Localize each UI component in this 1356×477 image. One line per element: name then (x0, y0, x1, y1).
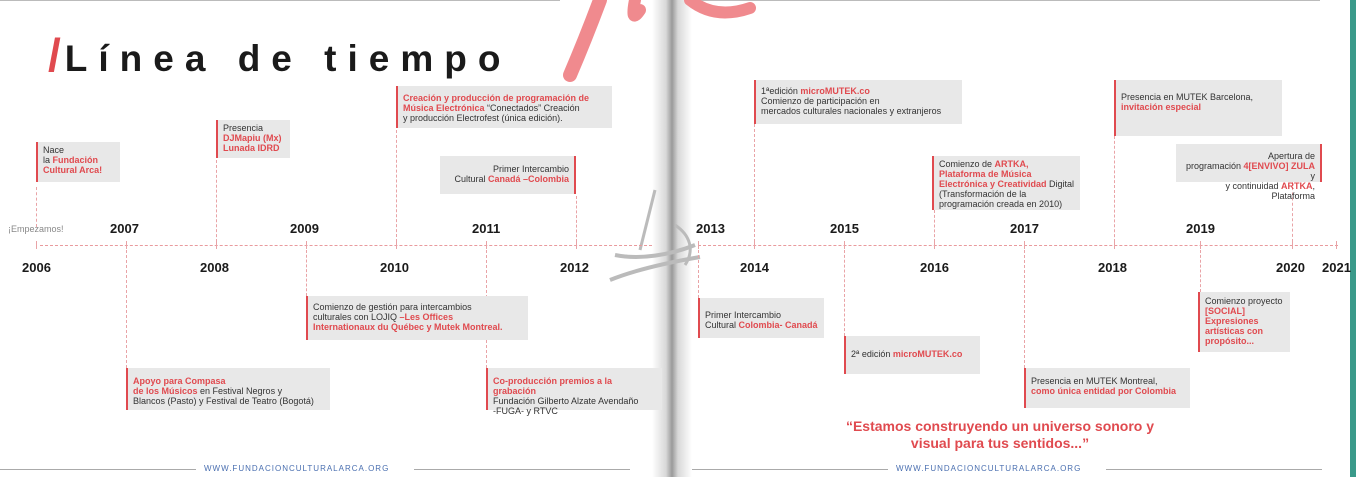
event-highlight: Cultural Arca! (43, 165, 103, 175)
year-label: 2018 (1098, 260, 1127, 275)
event-highlight: [SOCIAL] (1205, 306, 1245, 316)
event-text (43, 155, 115, 165)
event-highlight: Expresiones (1205, 316, 1259, 326)
event-text: Cultural (705, 320, 739, 330)
event-text: programación creada en 2010) (939, 199, 1063, 209)
title-slash: / (48, 29, 61, 81)
event-text: “Conectados” Creación (484, 103, 580, 113)
year-label: 2017 (1010, 221, 1039, 236)
event-text: Comienzo de (939, 159, 995, 169)
page-edge-bar (1350, 0, 1356, 477)
event-highlight: ARTKA, (994, 159, 1029, 169)
tick-2007 (126, 241, 127, 249)
event-highlight: Creación y producción de programación de (403, 93, 590, 103)
event-text: Comienzo proyecto (1205, 296, 1283, 306)
year-label: 2008 (200, 260, 229, 275)
tick-2010 (396, 241, 397, 249)
event-2007 (126, 368, 330, 410)
event-highlight: microMUTEK.co (800, 86, 870, 96)
event-2008 (216, 120, 290, 158)
event-2006 (36, 142, 120, 182)
event-highlight: Fundación (52, 155, 99, 165)
year-label: 2014 (740, 260, 769, 275)
top-rule-left (0, 0, 560, 1)
timeline-axis-right (698, 245, 1338, 246)
year-label: 2011 (472, 221, 501, 236)
event-2017 (1024, 368, 1190, 408)
event-text: Primer Intercambio (705, 310, 782, 320)
event-text: y producción Electrofest (única edición). (403, 113, 563, 123)
right-page (680, 0, 1356, 477)
event-text: Apertura de (1267, 151, 1315, 161)
event-text: la (43, 155, 53, 165)
event-2011a (440, 156, 576, 194)
tick-2018 (1114, 241, 1115, 249)
event-2015 (844, 336, 980, 374)
tick-2014 (754, 241, 755, 249)
event-highlight: de los Músicos (133, 386, 198, 396)
event-2019 (1198, 292, 1290, 352)
connector-2007 (126, 250, 127, 368)
event-highlight: Música Electrónica (403, 103, 485, 113)
tick-2019 (1200, 241, 1201, 249)
event-text: Digital (1046, 179, 1075, 189)
event-text: en Festival Negros y (197, 386, 283, 396)
connector-2016 (934, 210, 935, 242)
year-label: 2006 (22, 260, 51, 275)
event-2016 (932, 156, 1080, 210)
tick-2008 (216, 241, 217, 249)
event-highlight: Electrónica y Creatividad (939, 179, 1047, 189)
page-title (48, 28, 511, 82)
year-label: 2012 (560, 260, 589, 275)
event-text (1181, 181, 1315, 201)
event-highlight: DJMapiu (Mx) (223, 133, 282, 143)
event-highlight: 4[ENVIVO] ZULA (1243, 161, 1315, 171)
event-highlight: Canadá –Colombia (487, 174, 569, 184)
event-text: , Plataforma (1271, 181, 1315, 201)
event-text: mercados culturales nacionales y extranjeros (761, 106, 942, 116)
tick-2017 (1024, 241, 1025, 249)
event-2011b (486, 368, 662, 416)
event-highlight: Apoyo para Compasa (133, 376, 226, 386)
year-label: 2015 (830, 221, 859, 236)
event-text: Presencia en MUTEK Montreal, (1031, 376, 1158, 386)
event-text: Cultural (454, 174, 488, 184)
event-text: y continuidad (1225, 181, 1281, 191)
connector-2014 (754, 124, 755, 242)
event-text (705, 320, 819, 330)
event-2009 (306, 296, 528, 340)
connector-2013 (698, 250, 699, 298)
connector-2010 (396, 130, 397, 242)
event-text: 2ª edición (851, 349, 893, 359)
footer-url-left[interactable]: WWW.FUNDACIONCULTURALARCA.ORG (204, 464, 390, 473)
event-2010 (396, 86, 612, 128)
year-label: 2020 (1276, 260, 1305, 275)
event-text: culturales con LOJIQ (313, 312, 400, 322)
year-label: 2013 (696, 221, 725, 236)
event-highlight: invitación especial (1121, 102, 1202, 112)
event-highlight: Lunada IDRD (223, 143, 280, 153)
footer-rule (1106, 469, 1322, 470)
event-highlight: Co-producción premios a la grabación (493, 376, 613, 396)
event-text: Primer Intercambio (492, 164, 569, 174)
start-label: ¡Empezamos! (8, 224, 64, 234)
title-text: Línea de tiempo (64, 38, 512, 79)
event-highlight: Colombia- Canadá (738, 320, 818, 330)
event-text: Nace (43, 145, 65, 155)
event-2013 (698, 298, 824, 338)
connector-2009 (306, 250, 307, 296)
event-highlight: –Les Offices (399, 312, 454, 322)
event-text (851, 349, 975, 359)
logo-watermark-icon (600, 185, 710, 290)
event-highlight: artísticas con (1205, 326, 1264, 336)
tick-2011 (486, 241, 487, 249)
year-label: 2010 (380, 260, 409, 275)
footer-rule (0, 469, 196, 470)
tick-2013 (698, 241, 699, 249)
year-label: 2021 (1322, 260, 1351, 275)
event-text (939, 179, 1075, 189)
event-highlight: como única entidad por Colombia (1031, 386, 1177, 396)
event-highlight: Plataforma de Música (939, 169, 1032, 179)
logo-stroke-deco (540, 0, 780, 90)
event-highlight: ARTKA (1280, 181, 1313, 191)
connector-2019 (1200, 250, 1201, 292)
event-text: -FUGA- y RTVC (493, 406, 558, 416)
event-text: Comienzo de gestión para intercambios (313, 302, 472, 312)
tick-2016 (934, 241, 935, 249)
event-text: Fundación Gilberto Alzate Avendaño (493, 396, 639, 406)
top-rule-right (690, 0, 1320, 1)
footer-url-right[interactable]: WWW.FUNDACIONCULTURALARCA.ORG (896, 464, 1082, 473)
event-text: Presencia en MUTEK Barcelona, (1121, 92, 1254, 102)
year-label: 2009 (290, 221, 319, 236)
connector-2018 (1114, 136, 1115, 242)
quote-line: “Estamos construyendo un universo sonoro y (845, 418, 1155, 434)
event-text (133, 386, 325, 396)
quote-line: visual para tus sentidos...” (910, 435, 1090, 451)
event-text: Comienzo de participación en (761, 96, 880, 106)
event-text (445, 174, 569, 184)
connector-2015 (844, 250, 845, 336)
event-text: Blancos (Pasto) y Festival de Teatro (Bogotá) (133, 396, 314, 406)
tick-2015 (844, 241, 845, 249)
tick-2020 (1292, 241, 1293, 249)
year-label: 2007 (110, 221, 139, 236)
tick-2012 (576, 241, 577, 249)
event-2020 (1176, 144, 1322, 201)
tick-2006 (36, 241, 37, 249)
event-text: 1ªedición (761, 86, 801, 96)
event-2014 (754, 80, 962, 124)
event-text: Presencia (223, 123, 264, 133)
slogan-quote (840, 418, 1160, 452)
event-text (761, 86, 957, 96)
footer-rule (692, 469, 888, 470)
event-text (313, 312, 523, 322)
event-text: (Transformación de la (939, 189, 1027, 199)
tick-2021 (1336, 241, 1337, 249)
connector-2008 (216, 160, 217, 242)
footer-rule (414, 469, 630, 470)
event-text (403, 103, 607, 113)
connector-2011a (576, 196, 577, 242)
event-highlight: propósito... (1205, 336, 1254, 346)
connector-2006 (36, 187, 37, 227)
event-text: programación (1185, 161, 1244, 171)
event-highlight: Internationaux du Québec y Mutek Montreal. (313, 322, 503, 332)
event-highlight: microMUTEK.co (892, 349, 963, 359)
year-label: 2019 (1186, 221, 1215, 236)
event-2018 (1114, 80, 1282, 136)
event-text (1181, 161, 1315, 181)
tick-2009 (306, 241, 307, 249)
event-text (939, 159, 1075, 169)
event-text: y (1310, 171, 1315, 181)
year-label: 2016 (920, 260, 949, 275)
timeline-axis-left (40, 245, 652, 246)
connector-2017 (1024, 250, 1025, 368)
